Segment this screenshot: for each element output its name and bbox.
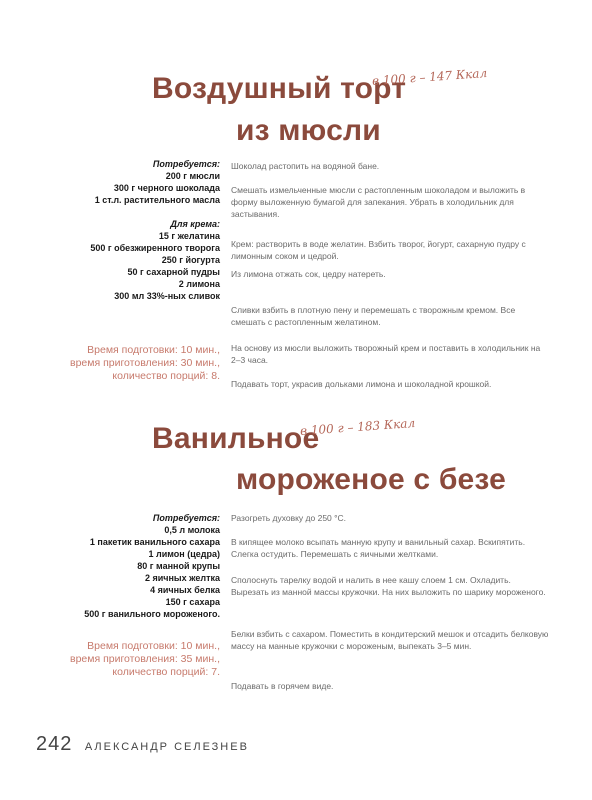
recipe2-step: Белки взбить с сахаром. Поместить в кондитерский мешок и отсадить белковую массу на манные кружочки с мороженым, выпекать 3–5 мин. (231, 629, 549, 651)
ingredient-item: 1 пакетик ванильного сахара (89, 537, 220, 547)
ingredient-item: 500 г обезжиренного творога (90, 243, 220, 253)
ingredient-item: 300 мл 33%-ных сливок (114, 291, 220, 301)
recipe2-ingredients (10, 512, 220, 620)
recipe1-step: Крем: растворить в воде желатин. Взбить творог, йогурт, сахарную пудру с лимонным соком и цедрой. (231, 239, 526, 261)
timing-line: Время подготовки: 10 мин., (87, 640, 220, 652)
recipe1-step: Подавать торт, украсив дольками лимона и шоколадной крошкой. (231, 379, 492, 389)
timing-line: количество порций: 7. (112, 666, 220, 678)
ingredient-item: 150 г сахара (165, 597, 220, 607)
recipe2-calories: в 100 г – 183 Ккал (299, 415, 416, 439)
recipe2-title-line2: мороженое с безе (236, 463, 507, 496)
recipe1-timing (70, 344, 220, 383)
ingredient-item: 80 г манной крупы (137, 561, 220, 571)
recipe2-title-line1: Ванильное (152, 422, 320, 455)
recipe2-step: Сполоснуть тарелку водой и налить в нее кашу слоем 1 см. Охладить. Вырезать из манной массы кружочки. На них выложить по шарику мороженого. (231, 575, 546, 597)
ingredient-item: 300 г черного шоколада (113, 183, 220, 193)
timing-line: время приготовления: 35 мин., (69, 653, 220, 665)
ingredient-item: 2 яичных желтка (144, 573, 220, 583)
ingredient-item: 4 яичных белка (150, 585, 220, 595)
ingredient-item: 250 г йогурта (161, 255, 220, 265)
timing-line: Время подготовки: 10 мин., (87, 344, 220, 356)
recipe2-step: В кипящее молоко всыпать манную крупу и ванильный сахар. Вскипятить. Слегка остудить. Перемешать с яичными желтками. (231, 537, 526, 559)
ingredient-item: 2 лимона (178, 279, 220, 289)
recipe1-calories: в 100 г – 147 Ккал (371, 65, 488, 89)
recipe1-title-line2: из мюсли (236, 114, 381, 147)
ingredient-item: 50 г сахарной пудры (127, 267, 220, 277)
page-footer (36, 733, 249, 756)
timing-line: время приготовления: 30 мин., (69, 357, 220, 369)
page-number: 242 (36, 733, 73, 755)
recipe1-step: Сливки взбить в плотную пену и перемешать с творожным кремом. Все смешать с растопленным желатином. (231, 305, 516, 327)
recipe2-timing (70, 640, 220, 679)
recipe1-step: Из лимона отжать сок, цедру натереть. (231, 269, 386, 279)
recipe1-step: Шоколад растопить на водяной бане. (231, 161, 380, 171)
ingredient-item: 1 ст.л. растительного масла (94, 195, 220, 205)
recipe2-step: Разогреть духовку до 250 °С. (231, 513, 347, 523)
recipe1-step: Смешать измельченные мюсли с растопленным шоколадом и выложить в форму выложенную бумагой для запекания. Убрать в холодильник для застывания. (231, 185, 526, 219)
recipe1-step: На основу из мюсли выложить творожный крем и поставить в холодильник на 2–3 часа. (231, 343, 541, 365)
ingredient-item: 15 г желатина (158, 231, 220, 241)
timing-line: количество порций: 8. (112, 370, 220, 382)
ingredients-heading: Для крема: (170, 219, 220, 229)
ingredient-item: 0,5 л молока (164, 525, 220, 535)
recipe1-title-line1: Воздушный торт (152, 72, 407, 105)
ingredient-item: 1 лимон (цедра) (148, 549, 220, 559)
ingredients-heading: Потребуется: (152, 159, 220, 169)
author-name: АЛЕКСАНДР СЕЛЕЗНЕВ (84, 741, 249, 753)
ingredient-item: 200 г мюсли (165, 171, 220, 181)
recipe2-step: Подавать в горячем виде. (231, 681, 334, 691)
ingredient-item (10, 206, 220, 218)
ingredient-item: 500 г ванильного мороженого. (84, 609, 220, 619)
recipe1-ingredients (10, 158, 220, 302)
ingredients-heading: Потребуется: (152, 513, 220, 523)
